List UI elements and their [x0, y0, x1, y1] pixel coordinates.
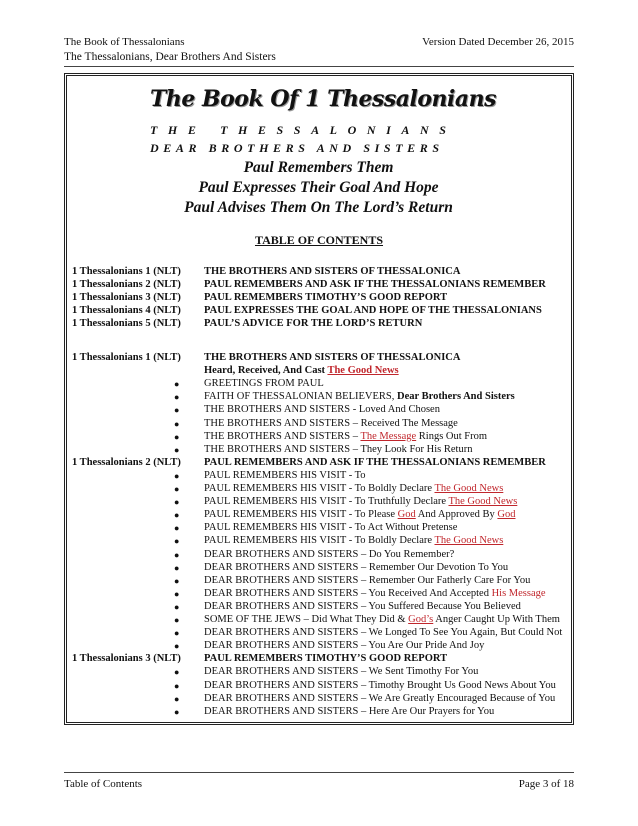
bullet-icon: ● — [174, 536, 180, 547]
list-item: FAITH OF THESSALONIAN BELIEVERS, Dear Brothers And Sisters — [204, 391, 515, 403]
bullet-icon: ● — [174, 588, 180, 599]
bullet-icon: ● — [174, 706, 180, 717]
scripture-link[interactable]: The Message — [360, 430, 417, 442]
list-item: PAUL REMEMBERS HIS VISIT - To Boldly Declare The Good News — [204, 483, 504, 494]
scripture-link[interactable]: God’s — [408, 614, 434, 625]
list-item: DEAR BROTHERS AND SISTERS – You Received And Accepted His Message — [204, 587, 546, 599]
subtitle-1: Paul Remembers Them — [243, 159, 394, 176]
bullet-icon: ● — [174, 667, 180, 678]
spaced-title-line2: DEAR BROTHERS AND SISTERS — [150, 141, 444, 155]
list-item: PAUL REMEMBERS HIS VISIT - To Truthfully Declare The Good News — [204, 496, 518, 508]
list-item: PAUL REMEMBERS HIS VISIT - To Please God And Approved By God — [204, 509, 516, 521]
toc-heading-text: PAUL EXPRESSES THE GOAL AND HOPE OF THE THESSALONIANS — [204, 305, 542, 317]
toc-heading-text: PAUL REMEMBERS AND ASK IF THE THESSALONIANS REMEMBER — [204, 456, 546, 468]
subtitle-2: Paul Expresses Their Goal And Hope — [198, 179, 439, 196]
scripture-link[interactable]: The Good News — [434, 483, 504, 494]
bullet-icon: ● — [174, 418, 180, 429]
scripture-link[interactable]: The Good News — [434, 535, 504, 547]
header-version: Version Dated December 26, 2015 — [422, 36, 574, 48]
bullet-icon: ● — [174, 615, 180, 625]
page-header — [64, 36, 574, 48]
list-item: SOME OF THE JEWS – Did What They Did & God’s Anger Caught Up With Them — [204, 614, 560, 625]
subtitle-3: Paul Advises Them On The Lord’s Return — [184, 199, 453, 216]
bullet-icon: ● — [174, 431, 180, 442]
list-item: DEAR BROTHERS AND SISTERS – You Are Our Pride And Joy — [204, 640, 485, 652]
good-news-link[interactable]: The Good News — [327, 365, 399, 377]
bullet-icon: ● — [174, 484, 180, 494]
highlight-text: His Message — [491, 587, 546, 599]
bullet-icon: ● — [174, 562, 180, 573]
bullet-icon: ● — [174, 575, 180, 586]
bullet-icon: ● — [174, 405, 180, 416]
bullet-icon: ● — [174, 680, 180, 691]
bullet-icon: ● — [174, 510, 180, 521]
toc-heading-text: THE BROTHERS AND SISTERS OF THESSALONICA — [204, 352, 461, 363]
list-item: GREETINGS FROM PAUL — [204, 378, 324, 390]
toc-ref: 1 Thessalonians 2 (NLT) — [72, 279, 181, 291]
list-item: THE BROTHERS AND SISTERS - Loved And Chosen — [204, 404, 440, 416]
bullet-icon: ● — [174, 497, 180, 508]
list-item: DEAR BROTHERS AND SISTERS – We Are Greatly Encouraged Because of You — [204, 692, 556, 704]
page-footer — [64, 778, 574, 790]
list-item: DEAR BROTHERS AND SISTERS – Timothy Brought Us Good News About You — [204, 679, 556, 691]
list-item: DEAR BROTHERS AND SISTERS – Remember Our Fatherly Care For You — [204, 574, 531, 586]
list-item: THE BROTHERS AND SISTERS – They Look For His Return — [204, 443, 473, 455]
header-divider — [64, 66, 574, 67]
scripture-link[interactable]: The Good News — [448, 496, 518, 508]
toc-heading-text: PAUL REMEMBERS TIMOTHY’S GOOD REPORT — [204, 292, 448, 304]
bullet-icon: ● — [174, 549, 180, 560]
toc-ref: 1 Thessalonians 4 (NLT) — [72, 305, 181, 317]
list-item: DEAR BROTHERS AND SISTERS – Do You Remember? — [204, 548, 455, 560]
footer-divider — [64, 772, 574, 773]
scripture-link[interactable]: God — [397, 509, 416, 521]
bullet-icon: ● — [174, 641, 180, 652]
list-item: DEAR BROTHERS AND SISTERS – You Suffered Because You Believed — [204, 600, 521, 612]
toc-heading-text: PAUL REMEMBERS TIMOTHY’S GOOD REPORT — [204, 653, 448, 665]
list-item: DEAR BROTHERS AND SISTERS – We Longed To See You Again, But Could Not — [204, 627, 563, 639]
section-subheading: Heard, Received, And Cast The Good News — [204, 365, 399, 377]
list-item: DEAR BROTHERS AND SISTERS – Remember Our Devotion To You — [204, 561, 509, 573]
header-title: The Book of Thessalonians — [64, 36, 185, 48]
list-item: DEAR BROTHERS AND SISTERS – Here Are Our Prayers for You — [204, 705, 495, 717]
scripture-link[interactable]: God — [497, 509, 516, 521]
toc-heading-text: PAUL REMEMBERS AND ASK IF THE THESSALONIANS REMEMBER — [204, 279, 546, 291]
toc-ref: 1 Thessalonians 5 (NLT) — [72, 318, 181, 330]
toc-heading: TABLE OF CONTENTS — [254, 233, 384, 247]
list-item: PAUL REMEMBERS HIS VISIT - To Act Without Pretense — [204, 522, 458, 534]
bullet-icon: ● — [174, 470, 180, 481]
header-subtitle: The Thessalonians, Dear Brothers And Sisters — [64, 51, 276, 63]
toc-ref: 1 Thessalonians 1 (NLT) — [72, 352, 181, 363]
bullet-icon: ● — [174, 693, 180, 704]
toc-heading-text: PAUL’S ADVICE FOR THE LORD’S RETURN — [204, 318, 423, 330]
book-title: The Book Of 1 Thessalonians — [150, 86, 497, 112]
toc-heading-text: THE BROTHERS AND SISTERS OF THESSALONICA — [204, 266, 461, 277]
list-item: PAUL REMEMBERS HIS VISIT - To Boldly Declare The Good News — [204, 535, 504, 547]
toc-ref: 1 Thessalonians 1 (NLT) — [72, 266, 181, 277]
footer-page-number: Page 3 of 18 — [518, 778, 574, 790]
toc-ref: 1 Thessalonians 2 (NLT) — [72, 456, 181, 468]
bullet-icon: ● — [174, 601, 180, 612]
bullet-icon: ● — [174, 444, 180, 455]
bullet-icon: ● — [174, 392, 180, 403]
bullet-icon: ● — [174, 379, 180, 390]
toc-ref: 1 Thessalonians 3 (NLT) — [72, 292, 181, 304]
bold-phrase: Dear Brothers And Sisters — [397, 391, 515, 403]
list-item: THE BROTHERS AND SISTERS – The Message Rings Out From — [204, 430, 488, 442]
list-item: DEAR BROTHERS AND SISTERS – We Sent Timothy For You — [204, 666, 479, 678]
toc-ref: 1 Thessalonians 3 (NLT) — [72, 653, 181, 665]
list-item: THE BROTHERS AND SISTERS – Received The Message — [204, 417, 458, 429]
spaced-title-line1: THE THESSALONIANS — [150, 123, 457, 137]
footer-left: Table of Contents — [64, 778, 143, 790]
bullet-icon: ● — [174, 523, 180, 534]
bullet-icon: ● — [174, 628, 180, 639]
list-item: PAUL REMEMBERS HIS VISIT - To — [204, 469, 366, 481]
